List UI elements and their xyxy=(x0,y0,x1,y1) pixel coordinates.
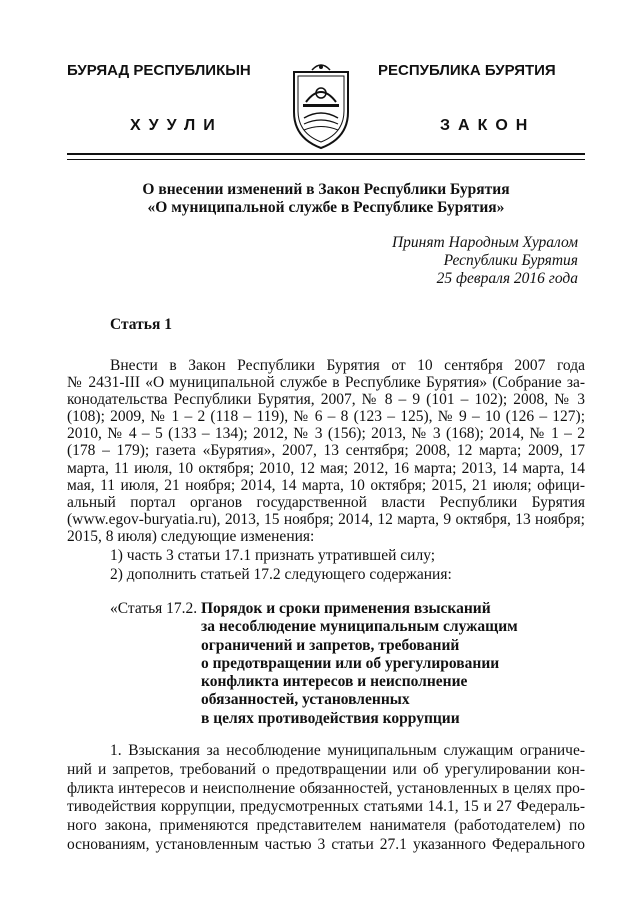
paragraph-line: 2010, № 4 – 5 (133 – 134); 2012, № 3 (156); 2013, № 3 (168); 2014, № 1 – 2 xyxy=(67,425,585,443)
paragraph-line: конодательства Республики Бурятия, 2007, № 8 – 9 (101 – 102); 2008, № 3 xyxy=(67,391,585,409)
title-line: обязанностей, установленных xyxy=(201,691,410,709)
header-left-title: БУРЯАД РЕСПУБЛИКЫН xyxy=(67,62,251,79)
paragraph-line: фликта интересов и неисполнение обязанностей, установленных в целях про- xyxy=(67,779,585,797)
paragraph-line: (www.egov-buryatia.ru), 2013, 15 ноября; 2014, 12 марта, 9 октября, 13 ноября; xyxy=(67,510,585,528)
adoption-line-2: Республики Бурятия xyxy=(443,252,578,269)
paragraph-line: марта, 11 июля, 10 октября; 2010, 12 мая; 2012, 16 марта; 2013, 14 марта, 14 xyxy=(67,459,585,477)
article-17-2-paragraph-1 xyxy=(67,742,585,855)
article-17-2-label: «Статья 17.2. xyxy=(110,600,198,617)
title-line: за несоблюдение муниципальным служащим xyxy=(201,618,518,636)
article-1-item-1: 1) часть 3 статьи 17.1 признать утратившей силу; xyxy=(110,547,436,564)
paragraph-line: основаниям, установленным частью 3 статьи 27.1 указанного Федерального xyxy=(67,835,585,853)
title-line: ограничений и запретов, требований xyxy=(201,636,460,654)
adoption-date: 25 февраля 2016 года xyxy=(436,270,578,287)
law-title-line-1: О внесении изменений в Закон Республики Бурятия xyxy=(142,181,510,198)
paragraph-line: (108); 2009, № 1 – 2 (118 – 119), № 6 – 8 (123 – 125), № 9 – 10 (126 – 127); xyxy=(67,408,585,426)
title-line: о предотвращении или об урегулировании xyxy=(201,654,500,672)
adoption-line-1: Принят Народным Хуралом xyxy=(391,234,578,251)
coat-of-arms-emblem xyxy=(290,60,352,150)
paragraph-line: № 2431-III «О муниципальной службе в Республике Бурятия» (Собрание за- xyxy=(67,374,585,392)
paragraph-line: ного закона, применяются представителем нанимателя (работодателем) по xyxy=(67,817,585,835)
article-17-2-title xyxy=(201,600,518,728)
article-1-item-2: 2) дополнить статьей 17.2 следующего содержания: xyxy=(110,566,452,583)
paragraph-line: 1. Взыскания за несоблюдение муниципальным служащим ограниче- xyxy=(110,742,585,759)
paragraph-line: Внести в Закон Республики Бурятия от 10 сентября 2007 года xyxy=(110,357,585,374)
title-line: Порядок и сроки применения взысканий xyxy=(201,600,491,617)
law-title-line-2: «О муниципальной службе в Республике Бурятия» xyxy=(147,199,505,216)
header-left-subtitle: ХУУЛИ xyxy=(130,117,223,134)
paragraph-line: тиводействия коррупции, предусмотренных статьями 14.1, 15 и 27 Федераль- xyxy=(67,798,585,816)
article-1-heading: Статья 1 xyxy=(110,316,172,333)
header-right-title: РЕСПУБЛИКА БУРЯТИЯ xyxy=(378,62,556,79)
header-rule-thin xyxy=(67,159,585,160)
paragraph-line: (178 – 179); газета «Бурятия», 2007, 13 сентября; 2008, 12 марта; 2009, 17 xyxy=(67,442,585,460)
paragraph-line: альный портал органов государственной власти Республики Бурятия xyxy=(67,493,585,511)
paragraph-line: мая, 11 июля, 21 ноября; 2014, 14 марта, 10 октября; 2015, 21 июля; офици- xyxy=(67,476,585,494)
paragraph-line: ний и запретов, требований о предотвращении или об урегулировании кон- xyxy=(67,760,585,778)
header-rule-thick xyxy=(67,153,585,155)
title-line: конфликта интересов и неисполнение xyxy=(201,673,468,691)
header-right-subtitle: ЗАКОН xyxy=(440,117,536,134)
paragraph-line: 2015, 8 июля) следующие изменения: xyxy=(67,527,315,545)
title-line: в целях противодействия коррупции xyxy=(201,709,460,727)
article-1-intro-paragraph xyxy=(67,357,585,545)
